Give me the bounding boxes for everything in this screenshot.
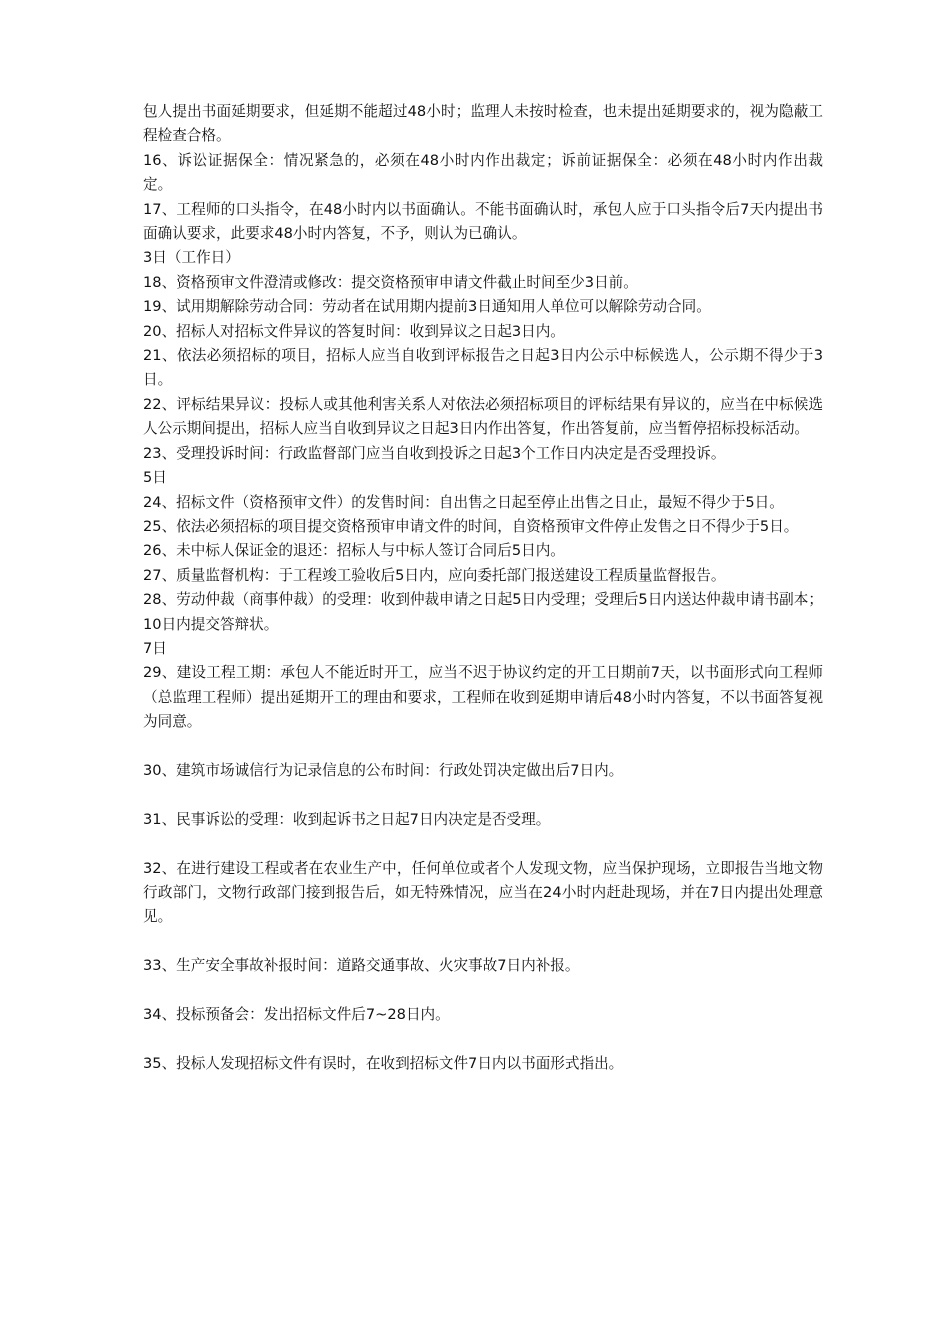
document-page xyxy=(143,100,823,1076)
paragraph: 21、依法必须招标的项目，招标人应当自收到评标报告之日起3日内公示中标候选人，公示期不得少于3日。 xyxy=(143,347,823,389)
paragraph: 34、投标预备会：发出招标文件后7~28日内。 xyxy=(143,1005,450,1023)
paragraph: 35、投标人发现招标文件有误时，在收到招标文件7日内以书面形式指出。 xyxy=(143,1054,624,1072)
paragraph: 30、建筑市场诚信行为记录信息的公布时间：行政处罚决定做出后7日内。 xyxy=(143,761,624,779)
paragraph: 25、依法必须招标的项目提交资格预审申请文件的时间，自资格预审文件停止发售之日不得少于5日。 xyxy=(143,517,799,535)
section-heading: 7日 xyxy=(143,639,167,657)
paragraph: 31、民事诉讼的受理：收到起诉书之日起7日内决定是否受理。 xyxy=(143,810,551,828)
paragraph: 18、资格预审文件澄清或修改：提交资格预审申请文件截止时间至少3日前。 xyxy=(143,273,638,291)
paragraph: 包人提出书面延期要求，但延期不能超过48小时；监理人未按时检查，也未提出延期要求的，视为隐蔽工程检查合格。 xyxy=(143,103,823,145)
paragraph: 32、在进行建设工程或者在农业生产中，任何单位或者个人发现文物，应当保护现场，立即报告当地文物行政部门，文物行政部门接到报告后，如无特殊情况，应当在24小时内赶赴现场，并在7日内提出处理意见。 xyxy=(143,859,823,926)
paragraph: 33、生产安全事故补报时间：道路交通事故、火灾事故7日内补报。 xyxy=(143,957,580,975)
section-heading: 3日（工作日） xyxy=(143,249,240,267)
paragraph: 16、诉讼证据保全：情况紧急的，必须在48小时内作出裁定；诉前证据保全：必须在48小时内作出裁定。 xyxy=(143,151,823,194)
paragraph: 24、招标文件（资格预审文件）的发售时间：自出售之日起至停止出售之日止，最短不得少于5日。 xyxy=(143,493,784,511)
paragraph: 26、未中标人保证金的退还：招标人与中标人签订合同后5日内。 xyxy=(143,542,565,560)
section-heading: 5日 xyxy=(143,469,167,487)
paragraph: 23、受理投诉时间：行政监督部门应当自收到投诉之日起3个工作日内决定是否受理投诉。 xyxy=(143,444,726,462)
paragraph: 29、建设工程工期：承包人不能近时开工，应当不迟于协议约定的开工日期前7天，以书面形式向工程师（总监理工程师）提出延期开工的理由和要求，工程师在收到延期申请后48小时内答复，不以书面答复视为同意。 xyxy=(143,664,823,731)
paragraph: 19、试用期解除劳动合同：劳动者在试用期内提前3日通知用人单位可以解除劳动合同。 xyxy=(143,298,711,316)
paragraph: 28、劳动仲裁（商事仲裁）的受理：收到仲裁申请之日起5日内受理；受理后5日内送达仲裁申请书副本；10日内提交答辩状。 xyxy=(143,591,823,633)
paragraph: 22、评标结果异议：投标人或其他利害关系人对依法必须招标项目的评标结果有异议的，应当在中标候选人公示期间提出，招标人应当自收到异议之日起3日内作出答复，作出答复前，应当暂停招标投标活动。 xyxy=(143,395,823,438)
paragraph: 17、工程师的口头指令，在48小时内以书面确认。不能书面确认时，承包人应于口头指令后7天内提出书面确认要求，此要求48小时内答复，不予，则认为已确认。 xyxy=(143,200,823,243)
paragraph: 20、招标人对招标文件异议的答复时间：收到异议之日起3日内。 xyxy=(143,322,565,340)
paragraph: 27、质量监督机构：于工程竣工验收后5日内，应向委托部门报送建设工程质量监督报告。 xyxy=(143,566,726,584)
